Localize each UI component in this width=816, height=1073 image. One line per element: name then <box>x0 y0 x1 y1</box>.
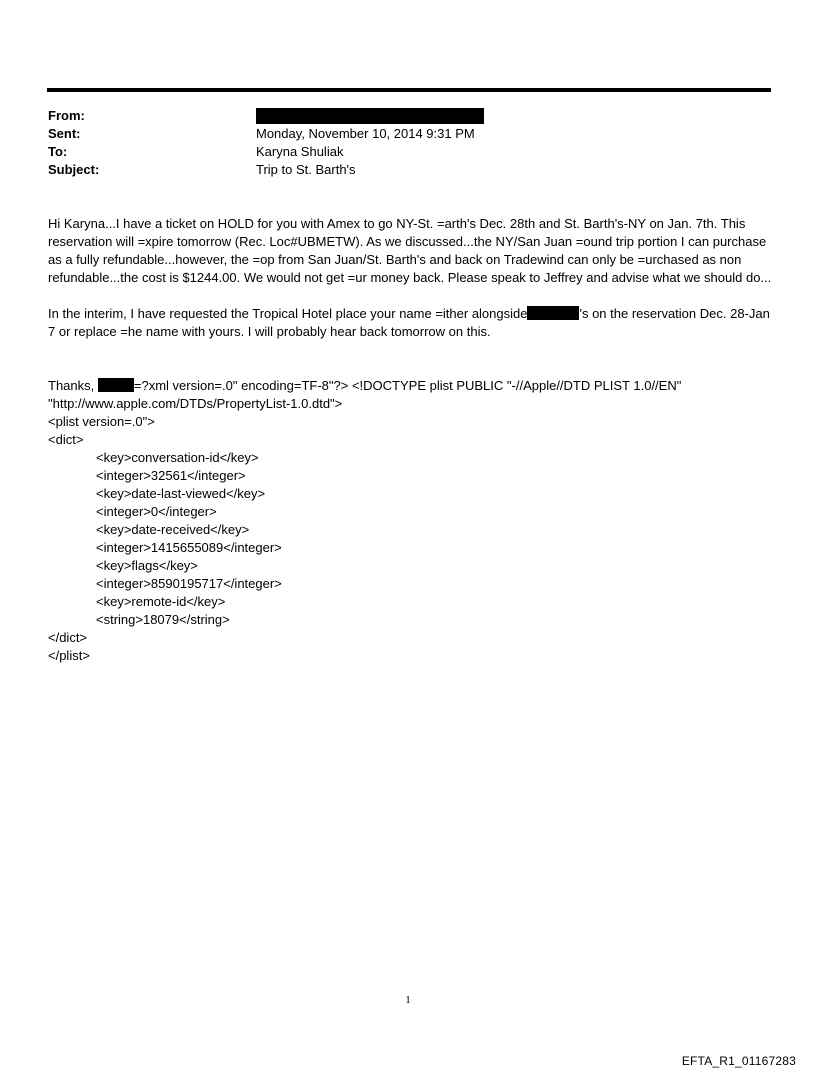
from-label: From: <box>48 108 85 123</box>
xml-line: </plist> <box>48 648 90 663</box>
xml-line: "http://www.apple.com/DTDs/PropertyList-1.0.dtd"> <box>48 396 343 411</box>
xml-line: <string>18079</string> <box>96 612 230 627</box>
xml-line: </dict> <box>48 630 88 645</box>
xml-declaration: =?xml version=.0" encoding=TF-8"?> <!DOCTYPE plist PUBLIC "-//Apple//DTD PLIST 1.0//EN" <box>133 378 682 393</box>
body-paragraph-2 <box>48 305 776 341</box>
thanks-text: Thanks, <box>48 378 95 393</box>
to-label: To: <box>48 144 68 159</box>
email-header <box>48 107 768 179</box>
redaction-box <box>256 108 484 124</box>
to-value: Karyna Shuliak <box>256 144 344 159</box>
redaction-box <box>98 378 134 392</box>
from-value <box>256 107 484 125</box>
subject-row <box>48 161 768 179</box>
body-paragraph-1: Hi Karyna...I have a ticket on HOLD for you with Amex to go NY-St. =arth's Dec. 28th and St. Barth's-NY on Jan. 7th. This reservation will =xpire tomorrow (Rec. Loc#UBMETW). As we discussed...the NY/San Juan =ound trip portion I can purchase as a fully refundable...however, the =op from San Juan/St. Barth's and back on Tradewind can only be =urchased as non refundable...the cost is $1244.00. We would not get =ur money back. Please speak to Jeffrey and advise what we should do... <box>48 216 772 285</box>
from-row <box>48 107 768 125</box>
subject-label: Subject: <box>48 162 100 177</box>
header-rule <box>47 88 771 92</box>
sent-row <box>48 125 768 143</box>
page-number: 1 <box>405 994 411 1006</box>
paragraph-2-text-start: In the interim, I have requested the Tropical Hotel place your name =ither alongside <box>48 306 528 321</box>
paragraph-2-text-end: 's on the reservation Dec. 28-Jan 7 or replace =he name with yours. I will probably hear back tomorrow on this. <box>48 306 770 339</box>
bates-number: EFTA_R1_01167283 <box>681 1054 796 1068</box>
xml-line: <integer>0</integer> <box>96 504 217 519</box>
xml-line: <plist version=.0"> <box>48 414 155 429</box>
xml-line: <key>date-last-viewed</key> <box>96 486 266 501</box>
xml-line: <key>flags</key> <box>96 558 198 573</box>
to-row <box>48 143 768 161</box>
email-body <box>48 215 776 359</box>
xml-line: <key>date-received</key> <box>96 522 250 537</box>
xml-line: <key>remote-id</key> <box>96 594 226 609</box>
thanks-line <box>48 377 788 395</box>
xml-plist-block <box>48 377 788 665</box>
xml-line: <integer>32561</integer> <box>96 468 246 483</box>
sent-value: Monday, November 10, 2014 9:31 PM <box>256 126 475 141</box>
redaction-box <box>527 306 579 320</box>
xml-line: <dict> <box>48 432 84 447</box>
xml-line: <integer>1415655089</integer> <box>96 540 282 555</box>
xml-line: <key>conversation-id</key> <box>96 450 259 465</box>
xml-line: <integer>8590195717</integer> <box>96 576 282 591</box>
sent-label: Sent: <box>48 126 81 141</box>
subject-value: Trip to St. Barth's <box>256 162 356 177</box>
